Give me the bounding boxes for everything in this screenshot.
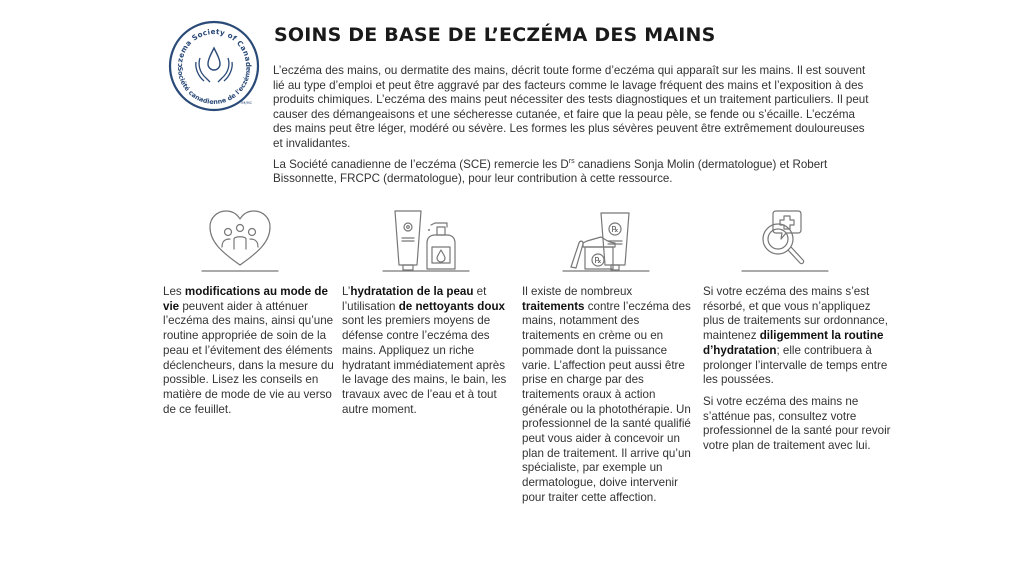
text-run: L’	[342, 285, 351, 298]
heart-people-icon	[200, 203, 280, 280]
text-run: et l’utilisation	[342, 285, 487, 313]
column-treatments	[522, 285, 697, 513]
column-text	[163, 285, 338, 417]
text-run: ; elle contribuera à prolonger l’intervalle de temps entre les poussées.	[703, 343, 888, 387]
intro-paragraph: L’eczéma des mains, ou dermatite des mains, décrit toute forme d’eczéma qui apparaît sur les mains. Il est souvent lié au type d’emploi et peut être aggravé par des facteurs comme le lavage fréquent des mains et l’exposition à des produits chimiques. L’eczéma des mains peut nécessiter des tests diagnostiques et un traitement particuliers. Il peut causer des démangeaisons et une sécheresse cutanée, et faire que la peau pèle, se fende ou s’écaille. L’eczéma des mains peut être léger, modéré ou sévère. Les formes les plus sévères peuvent être extrêmement douloureuses et invalidantes.	[273, 64, 869, 150]
ack-superscript: rs	[568, 157, 575, 165]
column-hydration	[342, 285, 517, 424]
svg-text:Eczema Society of Canada	[166, 18, 253, 67]
bold-run: traitements	[522, 299, 585, 313]
column-lifestyle	[163, 285, 338, 424]
acknowledgement-paragraph	[273, 158, 873, 187]
column-text-2: Si votre eczéma des mains ne s’atténue pas, consultez votre professionnel de la santé pour revoir votre plan de traitement avec lui.	[703, 394, 891, 453]
logo-text-top: czema Society of Canad	[174, 26, 254, 68]
eczema-society-logo	[166, 18, 262, 114]
logo-text-bottom: Société canadienne de l'eczéma	[175, 66, 253, 107]
text-run: Si votre eczéma des mains s’est résorbé, et que vous n’appliquez plus de traitements sur ordonnance, maintenez	[703, 285, 888, 343]
prescription-cream-icon	[561, 203, 651, 280]
text-run: contre l’eczéma des mains, notamment des traitements en crème ou en pommade dont la puissance varie. L’affection peut aussi être prise en charge par des traitements oraux à action générale ou la photothérapie. Un professionnel de la santé qualifié peut vous aider à concevoir un plan de traitement. Il arrive qu’un spécialiste, par exemple un dermatologue, doive intervenir pour traiter cette affection.	[522, 299, 691, 504]
column-text	[522, 285, 697, 506]
bold-run: modifications au mode de vie	[163, 285, 328, 313]
text-run: Il existe de nombreux	[522, 285, 633, 298]
logo-trademark: TM/MC	[240, 101, 253, 105]
bold-run: hydratation de la peau	[350, 285, 474, 298]
ack-text-b: canadiens Sonja Molin (dermatologue) et Robert Bissonnette, FRCPC (dermatologue), pour leur contribution à cette ressource.	[273, 157, 828, 186]
bold-run: de nettoyants doux	[398, 299, 506, 313]
bold-run: diligemment la routine d’hydratation	[703, 329, 884, 357]
text-run: Les	[163, 285, 185, 298]
column-text	[342, 285, 517, 417]
svg-text:℞: ℞	[594, 256, 602, 265]
page-title: SOINS DE BASE DE L’ECZÉMA DES MAINS	[274, 24, 716, 46]
column-text	[703, 285, 893, 388]
text-run: sont les premiers moyens de défense contre l’eczéma des mains. Appliquez un riche hydratant immédiatement après le lavage des mains, le bain, les travaux avec de l’eau et à tout autre moment.	[342, 314, 507, 416]
text-run: peuvent aider à atténuer l’eczéma des mains, ainsi qu’une routine appropriée de soin de la peau et l’évitement des éléments déclencheurs, dans la mesure du possible. Lisez les conseils en matière de mode de vie au verso de ce feuillet.	[163, 299, 334, 416]
moisturizer-cleanser-icon	[381, 203, 471, 280]
svg-text:℞: ℞	[611, 225, 619, 234]
magnifier-medical-icon	[740, 203, 830, 280]
intro-section	[273, 64, 873, 193]
ack-text-a: La Société canadienne de l’eczéma (SCE) remercie les D	[273, 157, 569, 171]
column-maintenance	[703, 285, 893, 461]
